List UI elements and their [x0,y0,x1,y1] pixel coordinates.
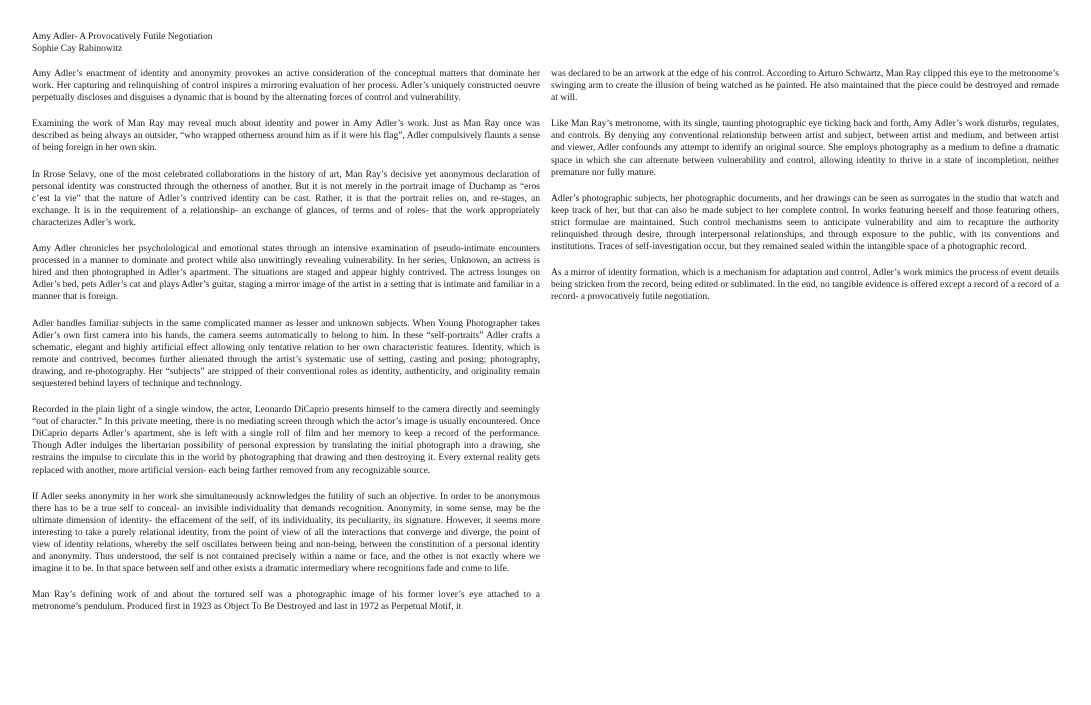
paragraph: As a mirror of identity formation, which is a mechanism for adaptation and control, Adler’s work mimics the process of event details being stricken from the record, being edited or sublimated. In the end, no tangible evidence is offered except a record of a record of a record- a provocatively futile negotiation. [551,268,1059,303]
document-header [32,31,213,55]
paragraph: Amy Adler’s enactment of identity and anonymity provokes an active consideration of the conceptual matters that dominate her work. Her capturing and relinquishing of control inspires a mirroring evaluation of her process. Adler’s uniquely constructed oeuvre perpetually discloses and disguises a dynamic that is bound by the alternating forces of control and vulnerability. [32,69,540,104]
paragraph: Examining the work of Man Ray may reveal much about identity and power in Amy Adler’s work. Just as Man Ray once was described as being always an outsider, “who wrapped otherness around him as if it were his flag”, Adler compulsively flaunts a sense of being foreign in her own skin. [32,119,540,154]
paragraph: Like Man Ray’s metronome, with its single, taunting photographic eye ticking back and forth, Amy Adler’s work disturbs, regulates, and controls. By denying any conventional relationship between artist and subject, between artist and medium, and between artist and viewer, Adler confounds any attempt to identify an original source. She employs photography as a medium to define a dramatic space in which she can alternate between vulnerability and control, allowing identity to thrive in a state of incompletion, neither premature nor fully mature. [551,119,1059,178]
paragraph: If Adler seeks anonymity in her work she simultaneously acknowledges the futility of such an objective. In order to be anonymous there has to be a true self to conceal- an invisible individuality that demands recognition. Anonymity, in some sense, may be the ultimate dimension of identity- the effacement of the self, of its individuality, its peculiarity, its signature. However, it seems more interesting to take a purely relational identity, from the point of view of all the interactions that converge and diverge, the point of view of identity relations, whereby the self oscillates between being and non-being, between the constitution of a personal identity and anonymity. Thus understood, the self is not contained precisely within a name or face, and the other is not exactly where we imagine it to be. In that space between self and other exists a dramatic intermediary where recognitions fade and come to life. [32,491,540,575]
document-author: Sophie Cay Rabinowitz [32,44,123,55]
left-column [32,68,540,613]
paragraph: Man Ray’s defining work of and about the tortured self was a photographic image of his former lover’s eye attached to a metronome’s pendulum. Produced first in 1923 as Object To Be Destroyed and last in 1972 as Perpetual Motif, it [32,590,540,613]
right-column [551,68,1059,304]
document-title: Amy Adler- A Provocatively Futile Negotiation [32,32,213,42]
paragraph: Adler’s photographic subjects, her photographic documents, and her drawings can be seen as surrogates in the studio that watch and keep track of her, but that can also be made subject to her complete control. In works featuring herself and those featuring others, strict formulae are maintained. Such control mechanisms seem to anticipate vulnerability and aim to recapture the authority relinquished through desire, through interpersonal relationships, and through exposure to the public, with its conventions and institutions. Traces of self-investigation occur, but they remained sealed within the intangible space of a photographic record. [551,193,1059,253]
paragraph: was declared to be an artwork at the edge of his control. According to Arturo Schwartz, Man Ray clipped this eye to the metronome’s swinging arm to create the illusion of being watched as he painted. He also maintained that the piece could be destroyed and remade at will. [551,69,1059,104]
paragraph: Amy Adler chronicles her psycholological and emotional states through an intensive examination of pseudo-intimate encounters processed in a manner to dominate and protect while also unwittingly revealing vulnerability. In her series, Unknown, an actress is hired and then photographed in Adler’s apartment. The situations are staged and appear highly contrived. The actress lounges on Adler’s bed, pets Adler’s cat and plays Adler’s guitar, staging a mirror image of the artist in a setting that is intimate and familiar in a manner that is foreign. [32,244,540,303]
paragraph: Recorded in the plain light of a single window, the actor, Leonardo DiCaprio presents himself to the camera directly and seemingly “out of character.” In this private meeting, there is no mediating screen through which the actor’s image is usually encountered. Once DiCaprio departs Adler’s apartment, she is left with a single roll of film and her memory to keep a record of the performance. Though Adler indulges the libertarian possibility of personal expression by translating the initial photograph into a drawing, she restrains the impulse to circulate this in the world by photographing that drawing and then destroying it. Every external reality gets replaced with another, more artificial version- each being farther removed from any recognizable source. [32,405,540,476]
paragraph: In Rrose Selavy, one of the most celebrated collaborations in the history of art, Man Ray’s decisive yet anonymous declaration of personal identity was constructed through the otherness of another. But it is not merely in the portrait image of Duchamp as “eros c’est la vie” that the nature of Adler’s contrived identity can be cast. Rather, it is that the portrait relies on, and re-stages, an exchange. It is in the requirement of a relationship- an exchange of glances, of terms and of roles- that the work appropriately characterizes Adler’s work. [32,169,540,228]
paragraph: Adler handles familiar subjects in the same complicated manner as lesser and unknown subjects. When Young Photographer takes Adler’s own first camera into his hands, the camera seems automatically to belong to him. In these “self-portraits” Adler crafts a schematic, elegant and highly artificial effect allowing only tentative relation to her own characteristic features. Identity, which is remote and contrived, becomes further alienated through the artist’s systematic use of setting, casting and posing; photography, drawing, and re-photography. Her “subjects” are stripped of their conventional roles as identity, authenticity, and originality remain sequestered behind layers of technique and technology. [32,318,540,389]
